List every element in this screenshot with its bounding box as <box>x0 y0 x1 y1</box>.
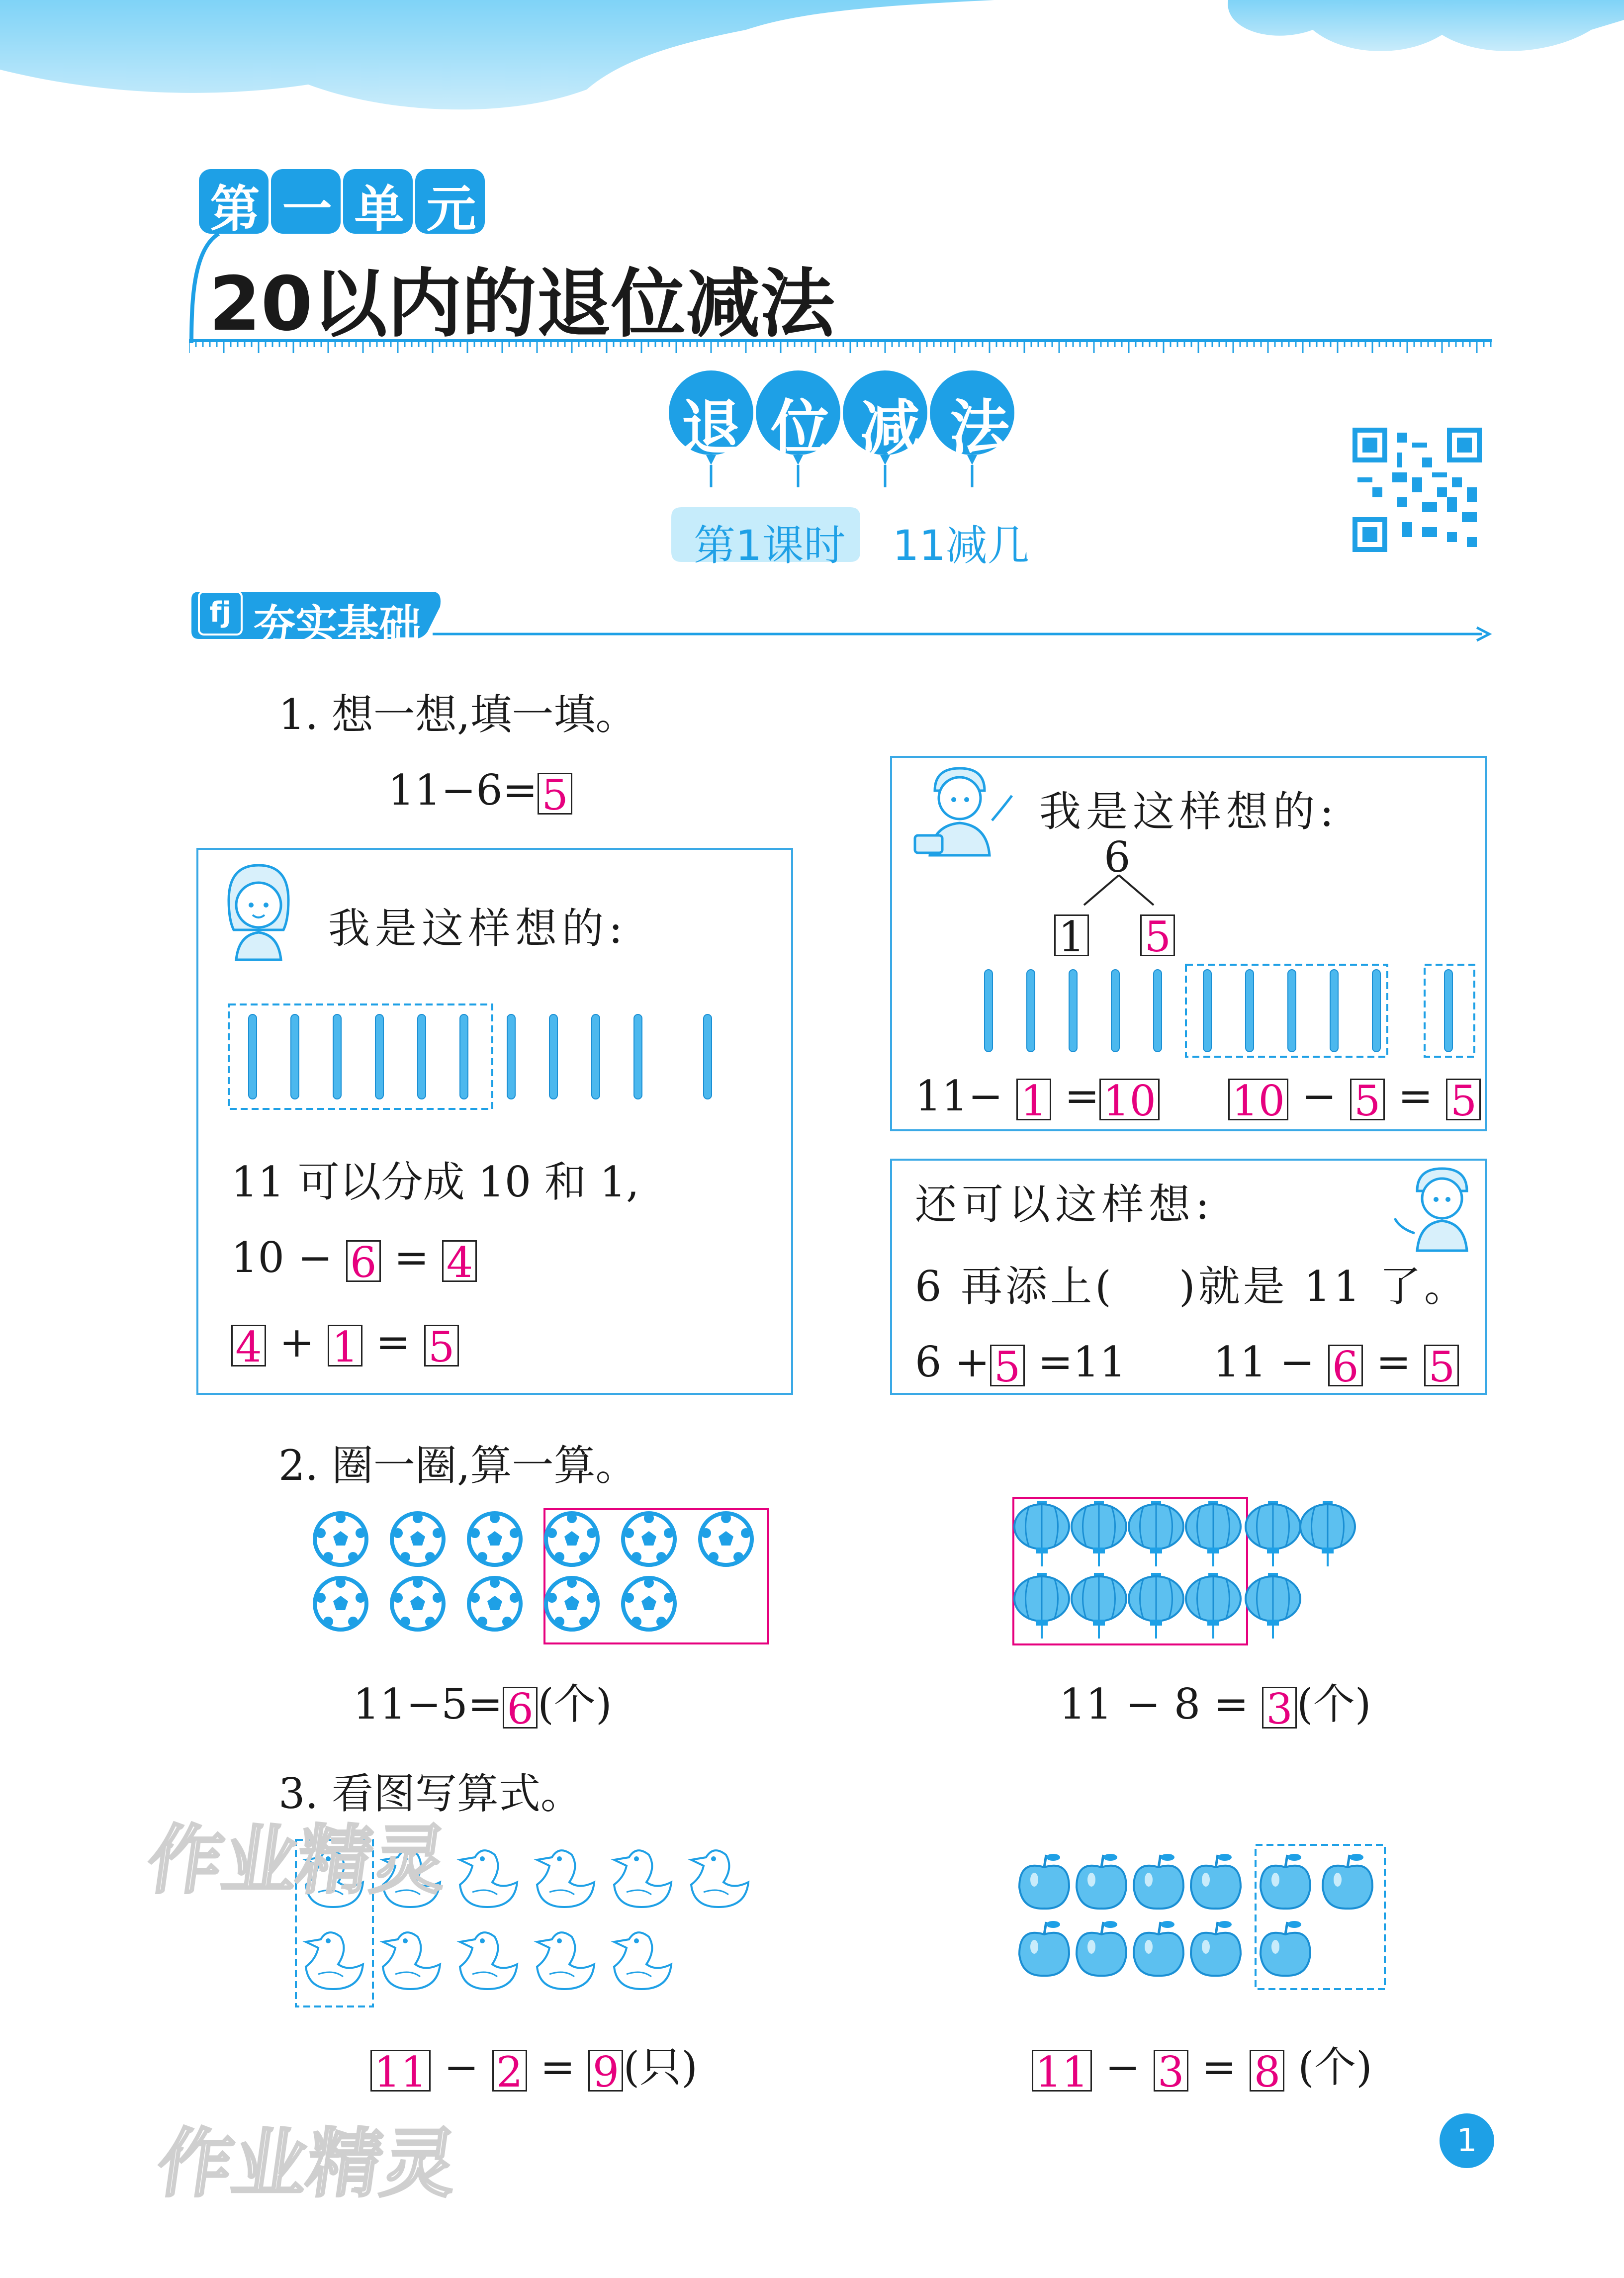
op: = <box>467 1680 503 1729</box>
soccer-balls <box>313 1502 781 1646</box>
q1-prompt: 1. 想一想,填一填。 <box>278 690 637 739</box>
answer-box[interactable]: 9 <box>588 2050 623 2092</box>
answer-box[interactable]: 3 <box>1262 1687 1297 1729</box>
lesson-name: 11减几 <box>893 521 1029 570</box>
duck-icon <box>614 1932 671 1989</box>
balloon-char: 位 <box>771 393 830 463</box>
boy-think: 我是这样想的: <box>1039 787 1339 836</box>
counting-stick <box>985 970 992 1052</box>
answer-box[interactable]: 6 <box>1328 1345 1363 1386</box>
watermark: 作业精灵 <box>152 2121 463 2207</box>
num: 11 <box>353 1680 406 1729</box>
num: 8 <box>1173 1680 1201 1729</box>
num: 11 <box>915 1072 968 1120</box>
alt-sentence <box>915 1253 1469 1313</box>
counting-stick <box>333 1014 341 1099</box>
girl-sticks <box>226 1002 753 1111</box>
duck-icon <box>460 1850 517 1907</box>
answer-box[interactable]: 11 <box>1032 2050 1092 2092</box>
split-lines <box>1069 873 1169 908</box>
boy-avatar-icon <box>905 761 1019 860</box>
unit-char: 单 <box>354 180 404 238</box>
lantern-icon <box>1186 1573 1241 1639</box>
num: 11 <box>1059 1680 1112 1729</box>
counting-stick <box>549 1014 557 1099</box>
apple-icon <box>1134 1854 1183 1909</box>
unit-char: 元 <box>426 180 476 238</box>
op: = <box>1376 1338 1411 1386</box>
counting-stick <box>1203 970 1211 1052</box>
counting-stick <box>1330 970 1338 1052</box>
answer-box[interactable]: 1 <box>1016 1079 1051 1120</box>
apple-icon <box>1323 1854 1372 1909</box>
counting-stick <box>1444 970 1452 1052</box>
op: = <box>1398 1072 1433 1120</box>
band-icon: fj <box>198 591 243 636</box>
q3-right-eq <box>1032 2034 1372 2094</box>
answer-box[interactable]: 3 <box>1154 2050 1188 2092</box>
op: − <box>968 1072 1003 1120</box>
duck-icon <box>691 1850 748 1907</box>
lantern-icon <box>1246 1501 1300 1566</box>
girl-line2 <box>231 1318 459 1371</box>
counting-stick <box>1069 970 1077 1052</box>
answer-box[interactable]: 11 <box>370 2050 431 2092</box>
counting-stick <box>291 1014 299 1099</box>
girl-split: 11 可以分成 10 和 1, <box>231 1158 639 1206</box>
answer-box[interactable]: 6 <box>346 1240 381 1282</box>
soccer-ball-icon <box>700 1513 752 1565</box>
op: − <box>1105 2043 1140 2092</box>
answer-box[interactable]: 5 <box>424 1325 459 1367</box>
answer-box[interactable]: 6 <box>503 1687 538 1729</box>
counting-stick <box>1246 970 1254 1052</box>
balloon-title <box>666 380 1024 466</box>
apple-icon <box>1191 1921 1241 1976</box>
girl-think: 我是这样想的: <box>328 904 628 953</box>
op: = <box>375 1318 411 1367</box>
counting-stick <box>1372 970 1380 1052</box>
lantern-icon <box>1014 1573 1069 1639</box>
balloon-char: 退 <box>681 393 741 463</box>
num: 6 <box>915 1338 942 1386</box>
boy-eq1 <box>915 1072 1160 1125</box>
counting-stick <box>460 1014 468 1099</box>
duck-icon <box>460 1932 517 1989</box>
alt-eq1 <box>915 1338 1126 1391</box>
op: − <box>297 1233 333 1282</box>
answer-box[interactable]: 5 <box>1446 1079 1481 1120</box>
lantern-icon <box>1246 1573 1300 1639</box>
lantern-icon <box>1072 1573 1126 1639</box>
counting-stick <box>418 1014 426 1099</box>
op: =11 <box>1038 1338 1126 1386</box>
op: = <box>540 2043 575 2092</box>
duck-icon <box>537 1850 594 1907</box>
counting-stick <box>634 1014 642 1099</box>
q3-left-eq <box>370 2034 698 2094</box>
counting-stick <box>1111 970 1119 1052</box>
lantern-icon <box>1300 1501 1355 1566</box>
counting-stick <box>1027 970 1035 1052</box>
split-box-left: 1 <box>1054 914 1089 956</box>
boy-eq2 <box>1228 1072 1481 1125</box>
answer-box[interactable]: 10 <box>1099 1079 1160 1120</box>
unit: (个) <box>538 1680 612 1729</box>
balloon-char: 法 <box>950 393 1009 463</box>
answer-box[interactable]: 4 <box>442 1240 477 1282</box>
apple-icon <box>1019 1921 1069 1976</box>
q2-right-eq <box>1059 1671 1371 1731</box>
apple-icon <box>1077 1854 1126 1909</box>
counting-stick <box>592 1014 600 1099</box>
answer-box[interactable]: 5 <box>1140 914 1175 956</box>
q2-left-eq <box>353 1671 612 1731</box>
answer-box[interactable]: 1 <box>328 1325 362 1367</box>
boy2-avatar-icon <box>1387 1164 1482 1253</box>
soccer-ball-icon <box>315 1578 366 1630</box>
op: = <box>502 766 538 815</box>
num: 11 <box>1213 1338 1266 1386</box>
apple-icon <box>1134 1921 1183 1976</box>
op: − <box>444 2043 479 2092</box>
answer-box[interactable]: 5 <box>1424 1345 1459 1386</box>
op: − <box>1301 1072 1337 1120</box>
soccer-ball-icon <box>392 1578 444 1630</box>
cloud-header <box>0 0 1624 129</box>
unit-label <box>199 169 487 241</box>
soccer-ball-icon <box>469 1578 521 1630</box>
band-label: 夯实基础 <box>254 601 421 649</box>
ruler-divider <box>189 338 1492 358</box>
watermark: 作业精灵 <box>142 1818 453 1904</box>
soccer-ball-icon <box>546 1513 598 1565</box>
answer-box[interactable]: 5 <box>990 1345 1025 1386</box>
op: − <box>1125 1680 1161 1729</box>
apple-icon <box>1261 1921 1310 1976</box>
answer-box[interactable]: 5 <box>538 773 572 815</box>
num: 6 <box>476 766 503 815</box>
soccer-ball-icon <box>315 1513 366 1565</box>
lantern-icon <box>1014 1501 1069 1566</box>
counting-stick <box>249 1014 257 1099</box>
apple-icon <box>1191 1854 1241 1909</box>
alt-eq2 <box>1213 1338 1459 1391</box>
lanterns <box>1009 1492 1367 1651</box>
counting-stick <box>704 1014 712 1099</box>
soccer-ball-icon <box>623 1513 675 1565</box>
alt-think: 还可以这样想: <box>915 1180 1215 1229</box>
soccer-ball-icon <box>623 1578 675 1630</box>
apples <box>1009 1840 1392 1994</box>
num: 5 <box>441 1680 468 1729</box>
unit: (个) <box>1296 1680 1371 1729</box>
op: − <box>441 766 476 815</box>
lesson-tag: 第1课时 <box>694 521 846 570</box>
alt-text: )就是 11 了。 <box>1178 1262 1469 1311</box>
apple-icon <box>1261 1854 1310 1909</box>
unit-char: 第 <box>210 180 260 238</box>
q1-main-equation <box>388 766 572 820</box>
soccer-ball-icon <box>392 1513 444 1565</box>
duck-icon <box>614 1850 671 1907</box>
alt-text: 6 再添上( <box>915 1262 1114 1311</box>
q3-prompt: 3. 看图写算式。 <box>278 1769 582 1818</box>
duck-icon <box>537 1932 594 1989</box>
balloon-char: 减 <box>860 393 920 463</box>
op: = <box>1064 1072 1100 1120</box>
op: + <box>955 1338 990 1386</box>
lantern-icon <box>1129 1573 1183 1639</box>
counting-stick <box>375 1014 383 1099</box>
page-number: 1 <box>1440 2113 1494 2168</box>
girl-avatar-icon <box>209 855 308 965</box>
answer-box[interactable]: 10 <box>1228 1079 1288 1120</box>
soccer-ball-icon <box>469 1513 521 1565</box>
op: − <box>406 1680 442 1729</box>
op: + <box>279 1318 315 1367</box>
q2-prompt: 2. 圈一圈,算一算。 <box>278 1441 637 1490</box>
chapter-title: 20以内的退位减法 <box>209 261 835 348</box>
answer-box[interactable]: 2 <box>492 2050 527 2092</box>
apple-icon <box>1019 1854 1069 1909</box>
apple-icon <box>1077 1921 1126 1976</box>
op: = <box>394 1233 429 1282</box>
duck-icon <box>383 1932 440 1989</box>
soccer-ball-icon <box>546 1578 598 1630</box>
unit-char: 一 <box>282 180 332 238</box>
answer-box[interactable]: 4 <box>231 1325 266 1367</box>
boy-split <box>1054 908 1175 961</box>
answer-box[interactable]: 8 <box>1250 2050 1284 2092</box>
counting-stick <box>507 1014 515 1099</box>
num: 10 <box>231 1233 284 1282</box>
unit: (个) <box>1298 2043 1372 2092</box>
op: − <box>1279 1338 1315 1386</box>
boy-sticks <box>975 962 1477 1062</box>
num: 11 <box>388 766 441 815</box>
op: = <box>1213 1680 1249 1729</box>
girl-line1 <box>231 1233 477 1287</box>
op: = <box>1201 2043 1237 2092</box>
counting-stick <box>1288 970 1296 1052</box>
lantern-icon <box>1129 1501 1183 1566</box>
counting-stick <box>1154 970 1162 1052</box>
boy-top-number: 6 <box>1104 833 1131 882</box>
lantern-icon <box>1186 1501 1241 1566</box>
unit: (只) <box>623 2043 698 2092</box>
duck-icon <box>306 1932 363 1989</box>
qr-code-icon[interactable] <box>1353 428 1482 552</box>
lantern-icon <box>1072 1501 1126 1566</box>
answer-box[interactable]: 5 <box>1350 1079 1385 1120</box>
